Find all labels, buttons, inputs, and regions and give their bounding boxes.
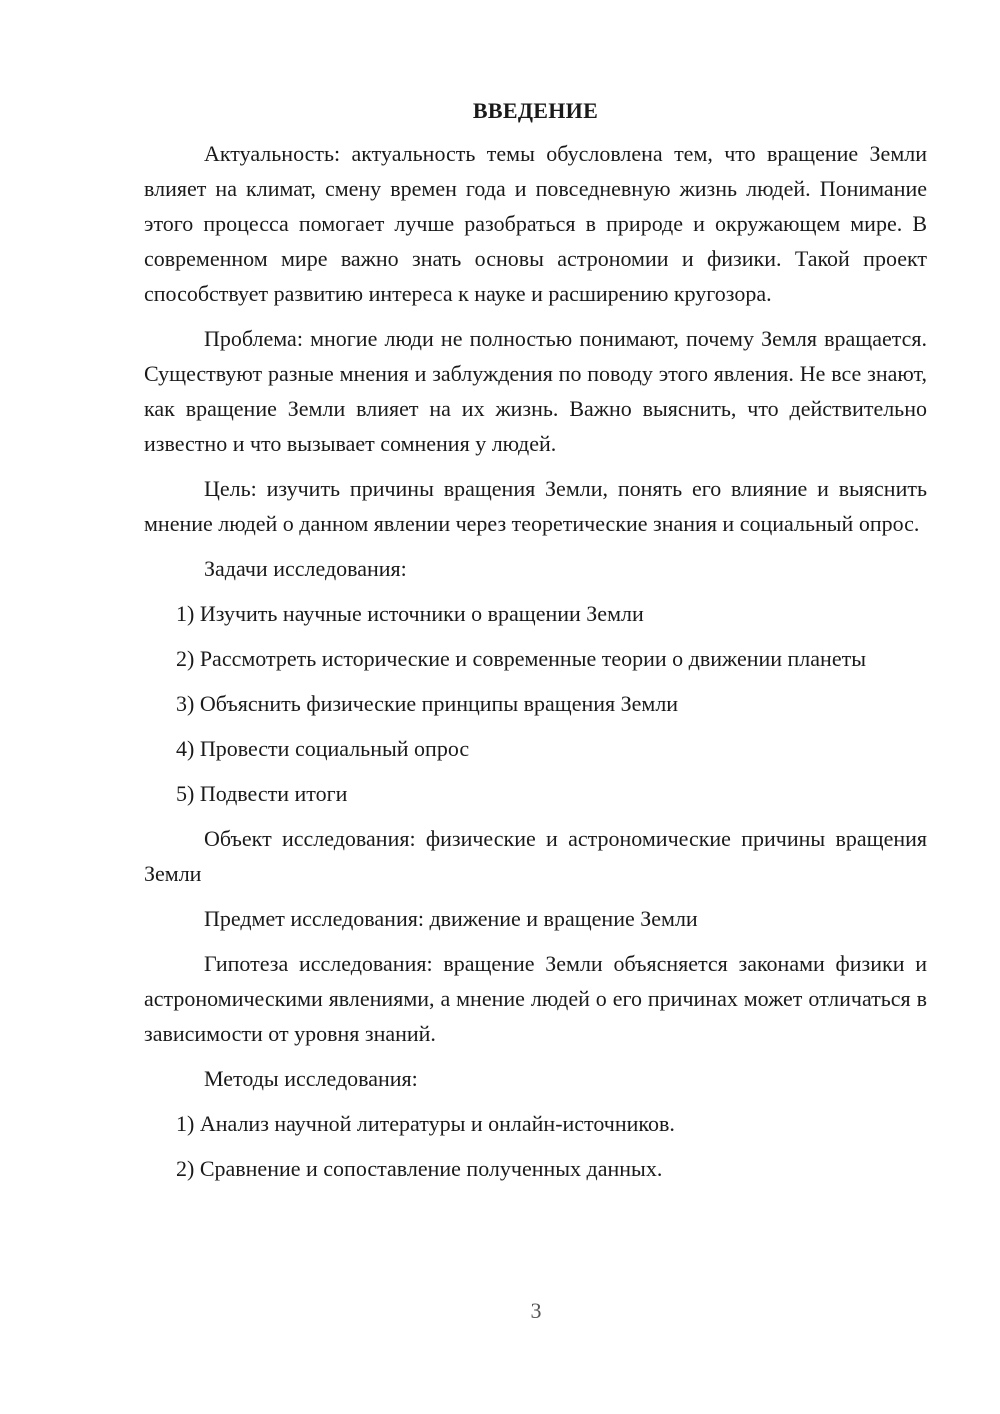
paragraph-problem: Проблема: многие люди не полностью понимают, почему Земля вращается. Существуют разные мнения и заблуждения по поводу этого явления. Не все знают, как вращение Земли влияет на их жизнь. Важно выяснить, что действительно известно и что вызывает сомнения у людей.	[144, 326, 927, 456]
list-item-task-5: 5) Подвести итоги	[176, 781, 348, 806]
list-item-method-1: 1) Анализ научной литературы и онлайн-источников.	[176, 1111, 675, 1136]
paragraph-hypothesis: Гипотеза исследования: вращение Земли объясняется законами физики и астрономическими явлениями, а мнение людей о его причинах может отличаться в зависимости от уровня знаний.	[144, 951, 927, 1046]
paragraph-subject: Предмет исследования: движение и вращение Земли	[204, 906, 698, 931]
page-number: 3	[530, 1298, 542, 1323]
paragraph-object: Объект исследования: физические и астрономические причины вращения Земли	[144, 826, 927, 886]
paragraph-goal: Цель: изучить причины вращения Земли, понять его влияние и выяснить мнение людей о данном явлении через теоретические знания и социальный опрос.	[144, 476, 927, 536]
paragraph-methods-heading: Методы исследования:	[204, 1066, 418, 1091]
list-item-task-1: 1) Изучить научные источники о вращении Земли	[176, 601, 644, 626]
section-title: ВВЕДЕНИЕ	[472, 98, 599, 123]
document-page	[144, 96, 927, 1196]
paragraph-relevance: Актуальность: актуальность темы обусловлена тем, что вращение Земли влияет на климат, смену времен года и повседневную жизнь людей. Понимание этого процесса помогает лучше разобраться в природе и окружающем мире. В современном мире важно знать основы астрономии и физики. Такой проект способствует развитию интереса к науке и расширению кругозора.	[144, 141, 927, 306]
list-item-task-2: 2) Рассмотреть исторические и современные теории о движении планеты	[176, 646, 866, 671]
list-item-task-3: 3) Объяснить физические принципы вращения Земли	[176, 691, 679, 716]
list-item-method-2: 2) Сравнение и сопоставление полученных данных.	[176, 1156, 663, 1181]
paragraph-tasks-heading: Задачи исследования:	[204, 556, 407, 581]
list-item-task-4: 4) Провести социальный опрос	[176, 736, 470, 761]
